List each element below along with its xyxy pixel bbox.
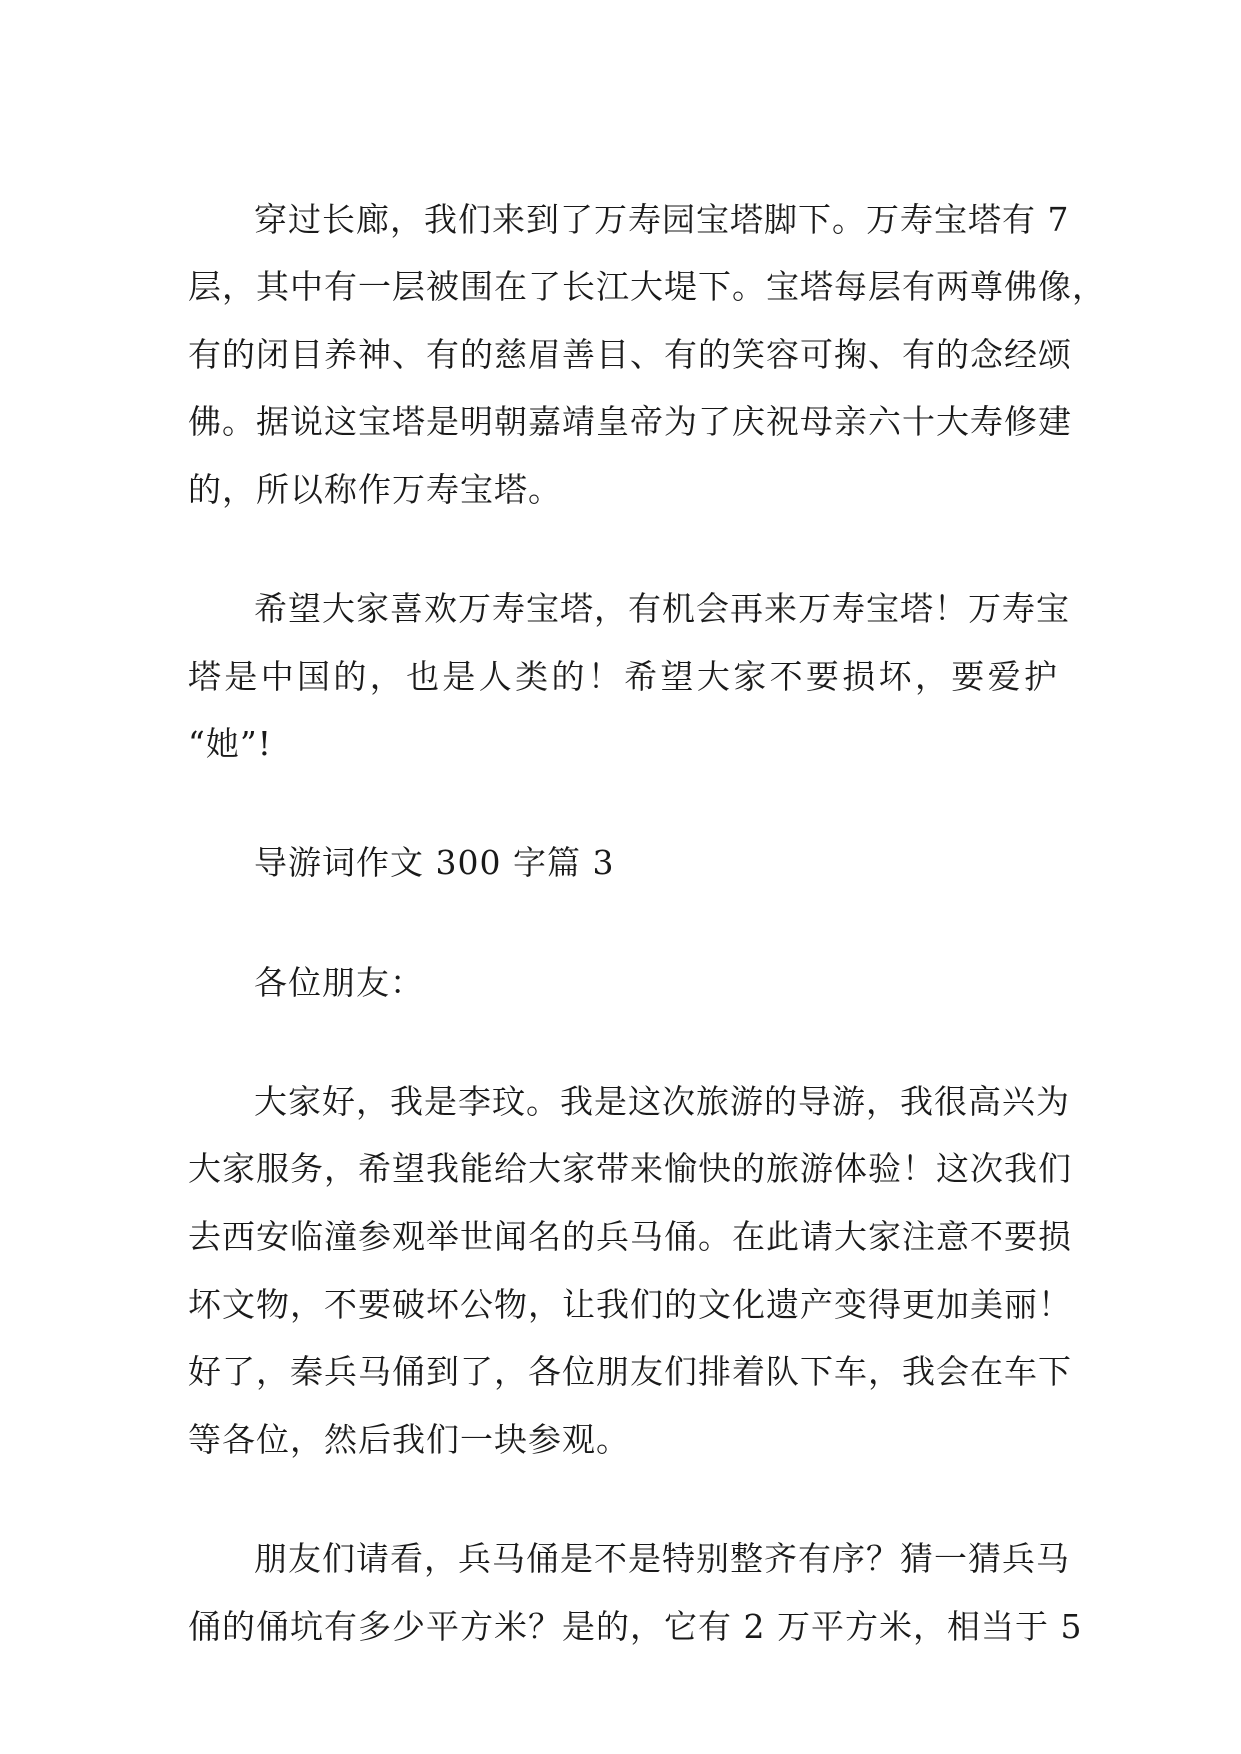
paragraph-3-line-5: 好了，秦兵马俑到了，各位朋友们排着队下车，我会在车下 [188, 1352, 1072, 1391]
paragraph-3-line-6: 等各位，然后我们一块参观。 [188, 1420, 630, 1459]
paragraph-1-line-1: 穿过长廊，我们来到了万寿园宝塔脚下。万寿宝塔有 7 [254, 200, 1070, 239]
paragraph-2-line-2: 塔是中国的，也是人类的！希望大家不要损坏，要爱护 [188, 657, 1058, 696]
paragraph-1-line-2: 层，其中有一层被围在了长江大堤下。宝塔每层有两尊佛像， [188, 267, 1106, 306]
paragraph-4-line-2: 俑的俑坑有多少平方米？是的，它有 2 万平方米，相当于 5 [188, 1607, 1083, 1646]
paragraph-1-line-4: 佛。据说这宝塔是明朝嘉靖皇帝为了庆祝母亲六十大寿修建 [188, 402, 1072, 441]
paragraph-3-line-1: 大家好，我是李玟。我是这次旅游的导游，我很高兴为 [254, 1082, 1070, 1121]
paragraph-3-line-3: 去西安临潼参观举世闻名的兵马俑。在此请大家注意不要损 [188, 1217, 1072, 1256]
paragraph-2-line-3: “她”! [188, 724, 273, 763]
paragraph-2-line-1: 希望大家喜欢万寿宝塔，有机会再来万寿宝塔！万寿宝 [254, 589, 1070, 628]
paragraph-1-line-5: 的，所以称作万寿宝塔。 [188, 470, 562, 509]
paragraph-3-line-2: 大家服务，希望我能给大家带来愉快的旅游体验！这次我们 [188, 1149, 1072, 1188]
greeting: 各位朋友： [254, 963, 424, 1002]
paragraph-4-line-1: 朋友们请看，兵马俑是不是特别整齐有序？猜一猜兵马 [254, 1539, 1070, 1578]
paragraph-1-line-3: 有的闭目养神、有的慈眉善目、有的笑容可掬、有的念经颂 [188, 335, 1072, 374]
section-heading: 导游词作文 300 字篇 3 [254, 843, 615, 882]
paragraph-3-line-4: 坏文物，不要破坏公物，让我们的文化遗产变得更加美丽！ [188, 1285, 1072, 1324]
